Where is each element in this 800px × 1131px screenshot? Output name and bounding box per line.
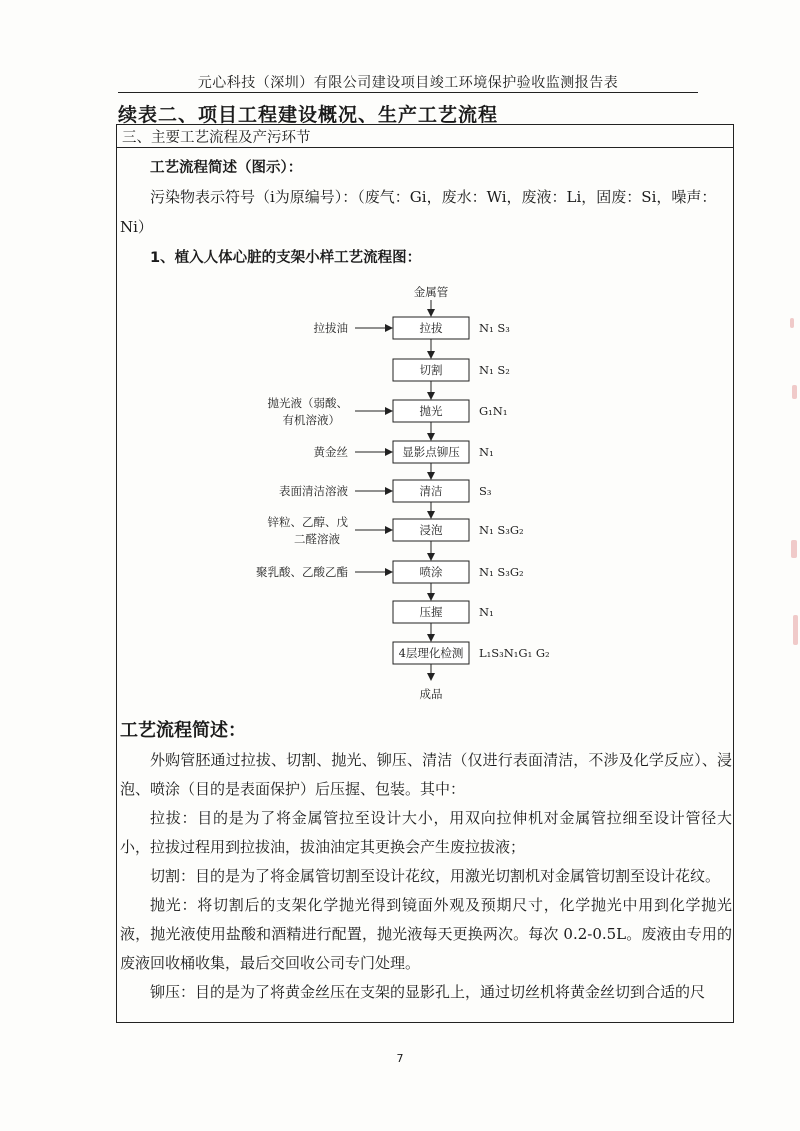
flow-step-input: 黄金丝: [313, 445, 348, 459]
section-title: 续表二、项目工程建设概况、生产工艺流程: [118, 104, 499, 126]
scan-mark: [790, 318, 794, 328]
scan-mark: [792, 385, 797, 399]
flow-step-input: 拉拔油: [313, 321, 348, 335]
description-p2: 拉拔：目的是为了将金属管拉至设计大小，用双向拉伸机对金属管拉细至设计管径大小，拉拔过程用到拉拔油，拔油油定其更换会产生废拉拔液；: [120, 809, 732, 856]
flow-step-label: 4层理化检测: [398, 646, 464, 660]
description-p3: 切割：目的是为了将金属管切割至设计花纹，用激光切割机对金属管切割至设计花纹。: [150, 867, 721, 885]
flow-step-pollutants: L₁S₃N₁G₁ G₂: [479, 646, 550, 660]
flow-step-label: 清洁: [419, 484, 443, 498]
flow-step-pollutants: N₁: [479, 445, 494, 459]
flow-input-label: 金属管: [413, 285, 449, 299]
flow-step-input: 表面清洁溶液: [279, 484, 348, 498]
page-number: 7: [396, 1052, 404, 1065]
report-header: 元心科技（深圳）有限公司建设项目竣工环境保护验收监测报告表: [197, 75, 619, 91]
flow-step-label: 显影点铆压: [402, 445, 460, 459]
flow-step-label: 拉拔: [419, 321, 443, 335]
flow-step-pollutants: N₁ S₃: [479, 321, 510, 335]
scan-mark: [793, 615, 798, 645]
flow-step-pollutants: N₁: [479, 605, 494, 619]
flow-step-label: 切割: [419, 363, 443, 377]
flow-step-label: 压握: [419, 605, 443, 619]
description-heading: 工艺流程简述：: [120, 720, 246, 741]
flow-step-label: 抛光: [419, 404, 443, 418]
flow-step-pollutants: N₁ S₃G₂: [479, 523, 524, 537]
flow-intro: 工艺流程简述（图示）：: [150, 160, 303, 176]
flow-step-pollutants: N₁ S₂: [479, 363, 510, 377]
symbol-line: 污染物表示符号（i为原编号）：（废气：Gi，废水：Wi，废液：Li，固废：Si，噪声：: [150, 188, 717, 206]
flow-title: 1、植入人体心脏的支架小样工艺流程图：: [150, 250, 422, 266]
flow-step-input: 有机溶液）: [282, 413, 340, 427]
description-p4: 抛光：将切割后的支架化学抛光得到镜面外观及预期尺寸，化学抛光中用到化学抛光液，抛光液使用盐酸和酒精进行配置，抛光液每天更换两次。每次 0.2-0.5L。废液由专用的废液回收桶收集，最后交回收公司专门处理。: [120, 896, 732, 972]
flow-step-label: 喷涂: [419, 565, 443, 579]
description-p5: 铆压：目的是为了将黄金丝压在支架的显影孔上，通过切丝机将黄金丝切到合适的尺: [150, 983, 706, 1001]
flow-step-input: 抛光液（弱酸、: [267, 396, 348, 410]
description-p1: 外购管胚通过拉拔、切割、抛光、铆压、清洁（仅进行表面清洁，不涉及化学反应）、浸泡、喷涂（目的是表面保护）后压握、包装。其中：: [120, 751, 732, 798]
flow-step-pollutants: G₁N₁: [479, 404, 508, 418]
symbol-line-end: Ni）: [120, 218, 153, 236]
part-heading: 三、主要工艺流程及产污环节: [122, 130, 311, 146]
flow-output-label: 成品: [419, 687, 443, 701]
flow-step-label: 浸泡: [419, 523, 443, 537]
flow-step-pollutants: N₁ S₃G₂: [479, 565, 524, 579]
scan-mark: [791, 540, 797, 558]
flow-step-pollutants: S₃: [479, 484, 492, 498]
flow-step-input: 锌粒、乙醇、戊: [267, 515, 348, 529]
flow-step-input: 聚乳酸、乙酸乙酯: [256, 565, 348, 579]
flow-step-input: 二醛溶液: [294, 532, 340, 546]
